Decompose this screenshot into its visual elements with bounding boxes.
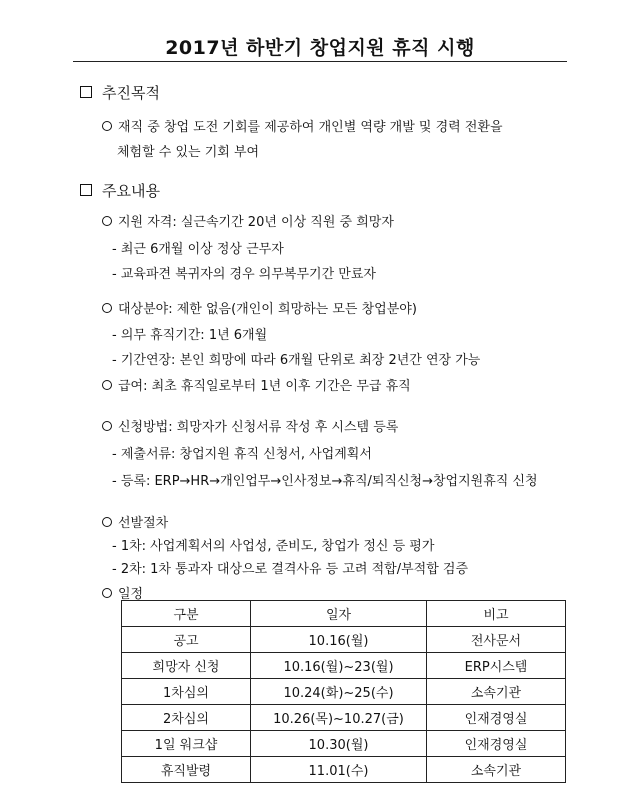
cell-category: 공고 xyxy=(122,627,251,653)
section-heading-label: 주요내용 xyxy=(102,182,160,200)
section-heading-purpose xyxy=(80,82,160,103)
cell-note: 소속기관 xyxy=(427,679,566,705)
purpose-text: 재직 중 창업 도전 기회를 제공하여 개인별 역량 개발 및 경력 전환을 xyxy=(118,120,503,135)
apply-sub-2: - 등록: ERP→HR→개인업무→인사정보→휴직/퇴직신청→창업지원휴직 신청 xyxy=(112,474,538,489)
circle-bullet-icon xyxy=(102,121,112,131)
selection-text: 선발절차 xyxy=(118,516,169,531)
selection-sub-2: - 2차: 1차 통과자 대상으로 결격사유 등 고려 적합/부적합 검증 xyxy=(112,562,469,577)
cell-category: 희망자 신청 xyxy=(122,653,251,679)
apply-item xyxy=(102,416,398,435)
table-row xyxy=(122,653,566,679)
cell-date: 10.24(화)~25(수) xyxy=(251,679,427,705)
eligibility-sub-2: - 교육파견 복귀자의 경우 의무복무기간 만료자 xyxy=(112,267,376,282)
cell-date: 10.16(월)~23(월) xyxy=(251,653,427,679)
schedule-table xyxy=(121,600,566,783)
circle-bullet-icon xyxy=(102,380,112,390)
cell-note: 전사문서 xyxy=(427,627,566,653)
target-sub-1: - 의무 휴직기간: 1년 6개월 xyxy=(112,328,268,343)
table-row xyxy=(122,627,566,653)
eligibility-sub-1: - 최근 6개월 이상 정상 근무자 xyxy=(112,242,284,257)
section-heading-label: 추진목적 xyxy=(102,84,160,102)
table-header-row xyxy=(122,601,566,627)
cell-category: 1일 워크샵 xyxy=(122,731,251,757)
target-item xyxy=(102,298,417,317)
square-bullet-icon xyxy=(80,184,92,196)
circle-bullet-icon xyxy=(102,588,112,598)
cell-category: 휴직발령 xyxy=(122,757,251,783)
salary-item xyxy=(102,375,411,394)
cell-category: 2차심의 xyxy=(122,705,251,731)
table-row xyxy=(122,757,566,783)
eligibility-item xyxy=(102,211,394,230)
purpose-line-2: 체험할 수 있는 기회 부여 xyxy=(117,145,260,160)
selection-item xyxy=(102,512,168,531)
circle-bullet-icon xyxy=(102,421,112,431)
cell-date: 10.26(목)~10.27(금) xyxy=(251,705,427,731)
header-note: 비고 xyxy=(427,601,566,627)
cell-note: ERP시스템 xyxy=(427,653,566,679)
apply-sub-1: - 제출서류: 창업지원 휴직 신청서, 사업계획서 xyxy=(112,447,372,462)
table-row xyxy=(122,731,566,757)
selection-sub-1: - 1차: 사업계획서의 사업성, 준비도, 창업가 정신 등 평가 xyxy=(112,539,435,554)
circle-bullet-icon xyxy=(102,517,112,527)
circle-bullet-icon xyxy=(102,303,112,313)
cell-note: 인재경영실 xyxy=(427,705,566,731)
document-title: 2017년 하반기 창업지원 휴직 시행 xyxy=(165,37,475,59)
circle-bullet-icon xyxy=(102,216,112,226)
cell-note: 소속기관 xyxy=(427,757,566,783)
table-row xyxy=(122,705,566,731)
title-rule xyxy=(73,61,567,62)
section-heading-content xyxy=(80,180,160,201)
target-sub-2: - 기간연장: 본인 희망에 따라 6개월 단위로 최장 2년간 연장 가능 xyxy=(112,353,481,368)
eligibility-text: 지원 자격: 실근속기간 20년 이상 직원 중 희망자 xyxy=(118,215,394,230)
square-bullet-icon xyxy=(80,86,92,98)
salary-text: 급여: 최초 휴직일로부터 1년 이후 기간은 무급 휴직 xyxy=(118,379,411,394)
purpose-line-1 xyxy=(102,116,503,135)
schedule-label: 일정 xyxy=(118,587,144,602)
target-text: 대상분야: 제한 없음(개인이 희망하는 모든 창업분야) xyxy=(118,302,417,317)
apply-text: 신청방법: 희망자가 신청서류 작성 후 시스템 등록 xyxy=(118,420,399,435)
cell-date: 11.01(수) xyxy=(251,757,427,783)
cell-date: 10.30(월) xyxy=(251,731,427,757)
cell-category: 1차심의 xyxy=(122,679,251,705)
header-category: 구분 xyxy=(122,601,251,627)
cell-note: 인재경영실 xyxy=(427,731,566,757)
table-row xyxy=(122,679,566,705)
cell-date: 10.16(월) xyxy=(251,627,427,653)
header-date: 일자 xyxy=(251,601,427,627)
